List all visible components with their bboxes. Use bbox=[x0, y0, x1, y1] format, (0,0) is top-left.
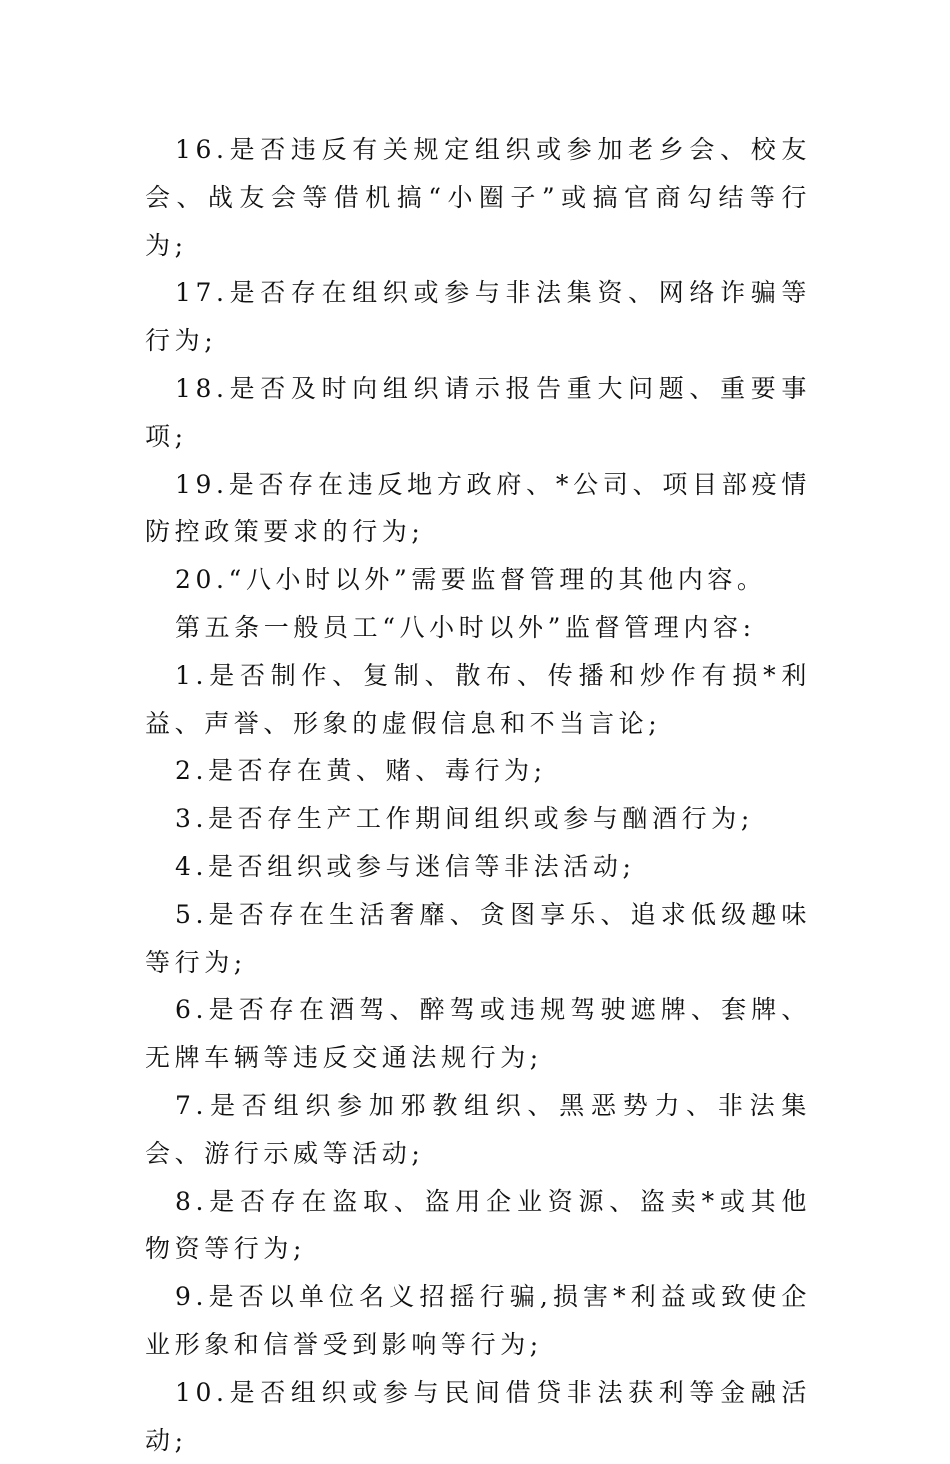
paragraph-item-4: 4.是否组织或参与迷信等非法活动; bbox=[175, 851, 636, 881]
document-body bbox=[145, 126, 811, 1464]
paragraph-item-17: 17.是否存在组织或参与非法集资、网络诈骗等行为; bbox=[145, 278, 811, 356]
paragraph-item-19: 19.是否存在违反地方政府、*公司、项目部疫情防控政策要求的行为; bbox=[145, 469, 811, 547]
paragraph-item-8: 8.是否存在盗取、盗用企业资源、盗卖*或其他物资等行为; bbox=[145, 1186, 811, 1264]
paragraph-item-3: 3.是否存生产工作期间组织或参与酗酒行为; bbox=[175, 804, 754, 834]
paragraph-item-18: 18.是否及时向组织请示报告重大问题、重要事项; bbox=[145, 373, 811, 451]
article-heading: 第五条一般员工“八小时以外”监督管理内容: bbox=[175, 612, 756, 642]
paragraph-item-2: 2.是否存在黄、赌、毒行为; bbox=[175, 756, 547, 786]
paragraph-item-7: 7.是否组织参加邪教组织、黑恶势力、非法集会、游行示威等活动; bbox=[145, 1090, 811, 1168]
paragraph-item-16: 16.是否违反有关规定组织或参加老乡会、校友会、战友会等借机搞“小圈子”或搞官商勾结等行为; bbox=[145, 135, 811, 260]
paragraph-item-5: 5.是否存在生活奢靡、贪图享乐、追求低级趣味等行为; bbox=[145, 899, 811, 977]
paragraph-item-1: 1.是否制作、复制、散布、传播和炒作有损*利益、声誉、形象的虚假信息和不当言论; bbox=[145, 660, 811, 738]
paragraph-item-20: 20.“八小时以外”需要监督管理的其他内容。 bbox=[175, 565, 767, 595]
paragraph-item-9: 9.是否以单位名义招摇行骗,损害*利益或致使企业形象和信誉受到影响等行为; bbox=[145, 1282, 811, 1359]
paragraph-item-6: 6.是否存在酒驾、醉驾或违规驾驶遮牌、套牌、无牌车辆等违反交通法规行为; bbox=[145, 995, 811, 1073]
paragraph-item-10: 10.是否组织或参与民间借贷非法获利等金融活动; bbox=[145, 1377, 811, 1455]
